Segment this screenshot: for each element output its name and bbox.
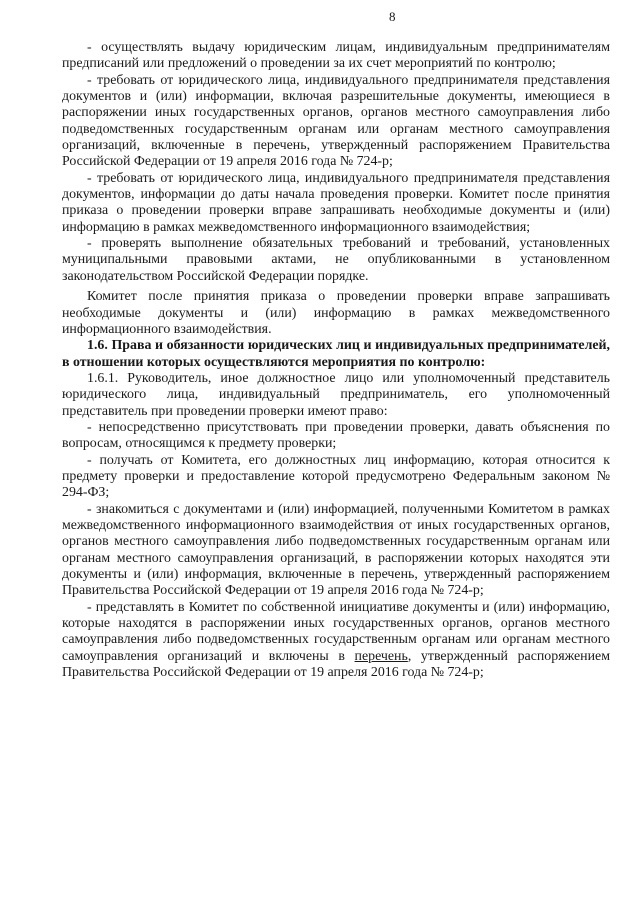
paragraph-issue-orders: - осуществлять выдачу юридическим лицам, индивидуальным предпринимателям предписаний или предложений о проведении за их счет мероприятий по контролю; — [62, 40, 610, 72]
paragraph-request-before-inspection: - требовать от юридического лица, индивидуального предпринимателя представления документов, информации до даты начала проведения проверки. Комитет после принятия приказа о проведении проверки вправе запрашивать необходимые документы и (или) информацию в рамках межведомственного информационного взаимодействия; — [62, 170, 610, 235]
paragraph-receive-information: - получать от Комитета, его должностных лиц информацию, которая относится к предмету проверки и предоставление которой предусмотрено Федеральным законом № 294-ФЗ; — [62, 452, 610, 501]
list-link[interactable]: перечень — [354, 648, 408, 664]
paragraph-review-documents: - знакомиться с документами и (или) информацией, полученными Комитетом в рамках межведомственного информационного взаимодействия от иных государственных органов, органов местного самоуправления либо подведомственных государственным органам или органам местного самоуправления организаций, в распоряжении которых находятся эти документы и (или) информация, включенные в перечень, утвержденный распоряжением Правительства Российской Федерации от 19 апреля 2016 года № 724-р; — [62, 501, 610, 599]
paragraph-request-documents: - требовать от юридического лица, индивидуального предпринимателя представления документов и (или) информации, включая разрешительные документы, имеющиеся в распоряжении иных государственных органов, органов местного самоуправления либо подведомственных государственным органам или органам местного самоуправления организаций, включенные в перечень, утвержденный распоряжением Правительства Российской Федерации от 19 апреля 2016 года № 724-р; — [62, 72, 610, 170]
paragraph-be-present: - непосредственно присутствовать при проведении проверки, давать объяснения по вопросам, относящимся к предмету проверки; — [62, 419, 610, 452]
paragraph-submit-text-end: , утвержденный распоряжением Правительства Российской Федерации от 19 апреля 2016 года № 724-р; — [62, 648, 610, 681]
paragraph-submit-text-start: - представлять в Комитет по собственной инициативе документы и (или) информацию, которые находятся в распоряжении иных государственных органов, органов местного самоуправления либо подведомственных государственным органам или органам местного самоуправления организаций и включены в — [62, 599, 610, 664]
paragraph-check-requirements: - проверять выполнение обязательных требований и требований, установленных муниципальными правовыми актами, не опубликованными в установленном законодательством Российской Федерации порядке. — [62, 236, 610, 284]
paragraph-submit-documents — [62, 600, 610, 682]
document-body — [62, 40, 610, 681]
paragraph-committee-request: Комитет после принятия приказа о проведении проверки вправе запрашивать необходимые документы и (или) информацию в рамках межведомственного информационного взаимодействия. — [62, 289, 610, 337]
section-heading-1-6: 1.6. Права и обязанности юридических лиц и индивидуальных предпринимателей, в отношении которых осуществляются мероприятия по контролю: — [62, 338, 610, 370]
page-number: 8 — [389, 9, 396, 24]
paragraph-1-6-1: 1.6.1. Руководитель, иное должностное лицо или уполномоченный представитель юридического лица, индивидуальный предприниматель, его уполномоченный представитель при проведении проверки имеют право: — [62, 370, 610, 419]
